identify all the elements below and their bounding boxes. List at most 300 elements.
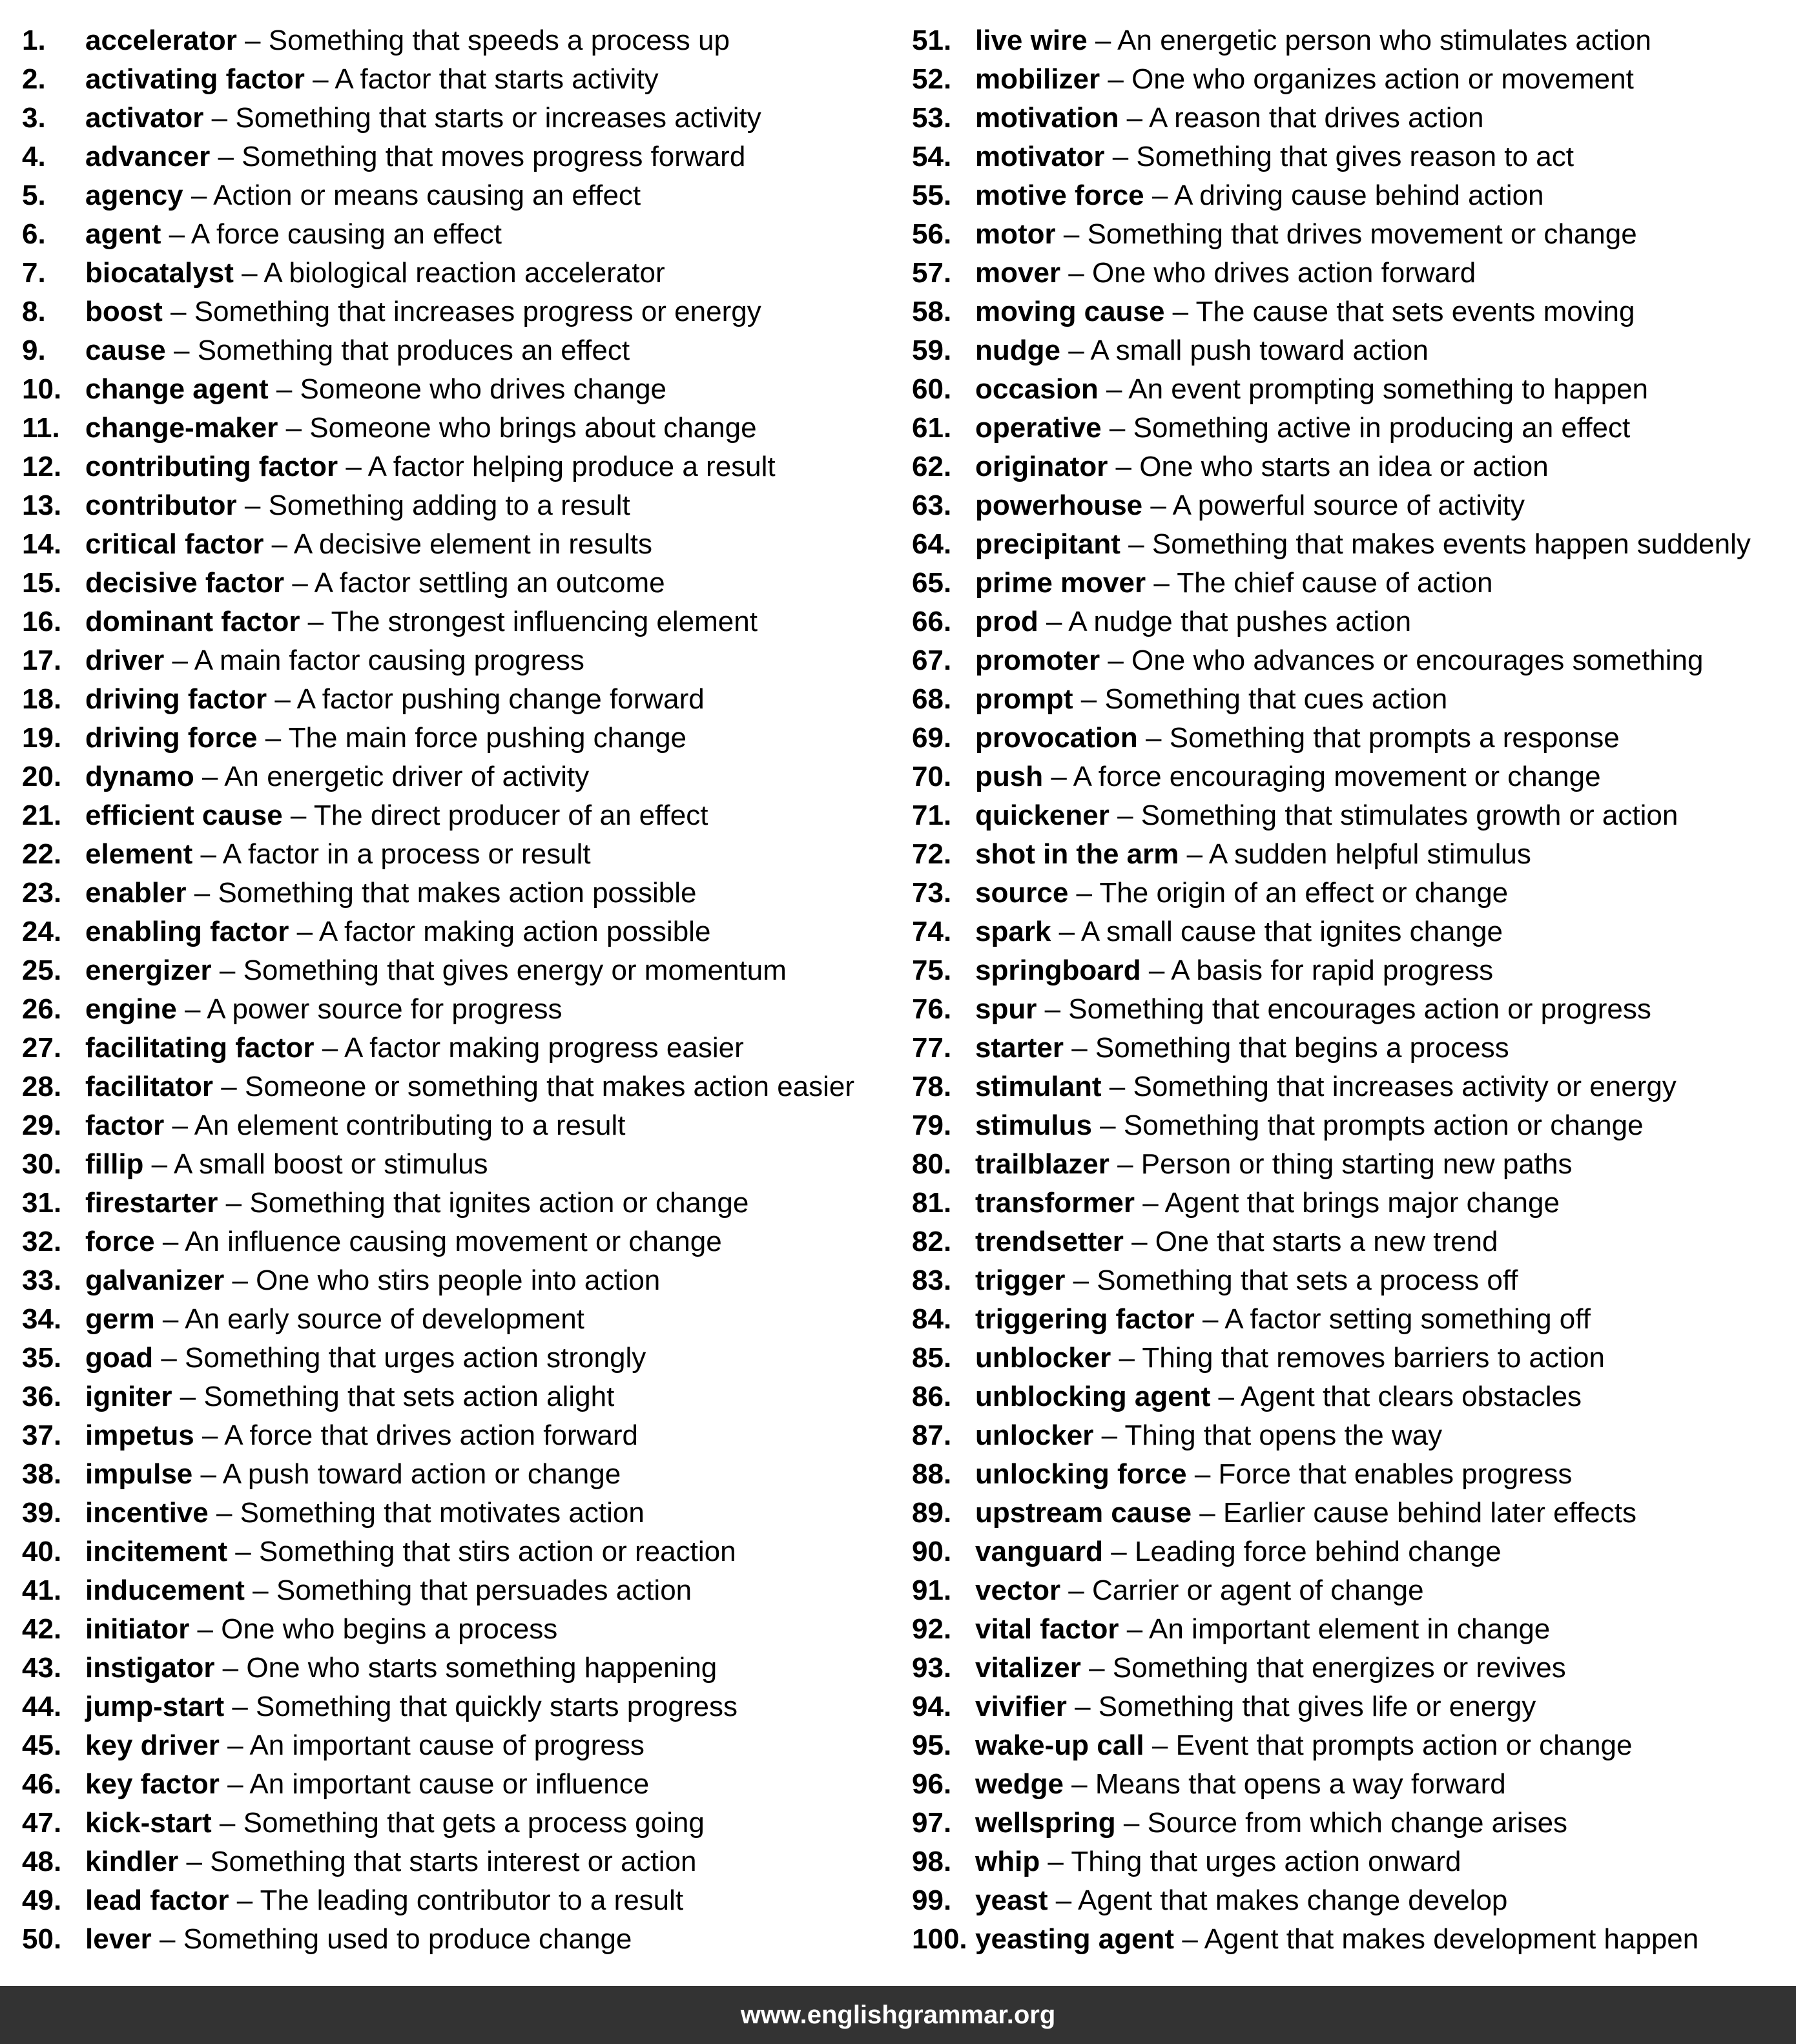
entry-separator: – [278, 412, 310, 444]
entry-number: 90. [912, 1536, 952, 1567]
list-item [912, 293, 1793, 331]
list-item [22, 99, 887, 138]
entry-number: 36. [22, 1381, 62, 1412]
list-item [912, 680, 1793, 719]
entry-number: 31. [22, 1187, 62, 1219]
entry-number: 89. [912, 1497, 952, 1529]
entry-separator: – [194, 1419, 225, 1451]
entry-number: 29. [22, 1110, 62, 1141]
entry-separator: – [1080, 1652, 1113, 1684]
entry-definition: Action or means causing an effect [213, 180, 641, 211]
list-item [912, 1881, 1793, 1920]
entry-separator: – [1048, 1884, 1079, 1916]
entry-number: 48. [22, 1846, 62, 1877]
entry-number: 19. [22, 722, 62, 754]
entry-term: trendsetter [975, 1226, 1124, 1257]
entry-number: 45. [22, 1729, 62, 1761]
entry-term: prod [975, 606, 1038, 637]
entry-definition: A main factor causing progress [194, 645, 584, 676]
list-item [912, 1184, 1793, 1223]
entry-term: motor [975, 218, 1056, 250]
entry-term: springboard [975, 955, 1141, 986]
entry-separator: – [1060, 1574, 1092, 1606]
entry-separator: – [1100, 645, 1132, 676]
entry-separator: – [304, 63, 335, 95]
entry-definition: An influence causing movement or change [185, 1226, 722, 1257]
entry-number: 43. [22, 1652, 62, 1684]
entry-separator: – [224, 1265, 256, 1296]
entry-number: 67. [912, 645, 952, 676]
entry-definition: Something that starts or increases activity [235, 102, 761, 134]
list-item [22, 1920, 887, 1959]
entry-term: impulse [85, 1458, 193, 1490]
entry-definition: A factor making action possible [318, 916, 711, 947]
list-item [22, 641, 887, 680]
entry-term: jump-start [85, 1691, 225, 1722]
entry-definition: A factor that starts activity [335, 63, 659, 95]
entry-separator: – [1043, 761, 1073, 792]
list-item [22, 1455, 887, 1494]
entry-number: 34. [22, 1303, 62, 1335]
entry-term: motive force [975, 180, 1144, 211]
entry-number: 60. [912, 373, 952, 405]
list-item [22, 409, 887, 448]
entry-definition: Something that ignites action or change [249, 1187, 749, 1219]
entry-separator: – [244, 1574, 276, 1606]
entry-definition: Something that stimulates growth or action [1141, 800, 1678, 831]
entry-definition: Force that enables progress [1218, 1458, 1573, 1490]
list-item [912, 1726, 1793, 1765]
entry-definition: Something that speeds a process up [268, 25, 730, 56]
entry-separator: – [214, 1652, 247, 1684]
entry-definition: An energetic driver of activity [224, 761, 590, 792]
entry-number: 12. [22, 451, 62, 482]
entry-number: 81. [912, 1187, 952, 1219]
entry-definition: A driving cause behind action [1174, 180, 1544, 211]
entry-definition: The direct producer of an effect [313, 800, 708, 831]
entry-separator: – [1066, 1691, 1099, 1722]
entry-term: yeast [975, 1884, 1048, 1916]
entry-definition: Something that begins a process [1095, 1032, 1509, 1064]
list-item [22, 293, 887, 331]
list-item [912, 1455, 1793, 1494]
entry-term: critical factor [85, 528, 264, 560]
entry-number: 78. [912, 1071, 952, 1102]
entry-definition: Earlier cause behind later effects [1223, 1497, 1636, 1529]
entry-separator: – [1142, 490, 1173, 521]
entry-definition: One who advances or encourages something [1131, 645, 1704, 676]
entry-definition: Something that makes events happen suddenly [1151, 528, 1751, 560]
entry-term: wellspring [975, 1807, 1116, 1839]
entry-term: vivifier [975, 1691, 1067, 1722]
list-item [912, 409, 1793, 448]
list-item [22, 1416, 887, 1455]
entry-definition: The leading contributor to a result [260, 1884, 684, 1916]
entry-separator: – [1051, 916, 1081, 947]
entry-separator: – [1101, 412, 1133, 444]
entry-separator: – [1141, 955, 1172, 986]
entry-definition: One that starts a new trend [1155, 1226, 1498, 1257]
entry-definition: One who starts something happening [246, 1652, 717, 1684]
entry-separator: – [282, 800, 314, 831]
entry-number: 96. [912, 1768, 952, 1800]
entry-number: 37. [22, 1419, 62, 1451]
entry-definition: A force encouraging movement or change [1073, 761, 1601, 792]
entry-definition: Something that increases progress or energy [194, 296, 761, 327]
entry-number: 40. [22, 1536, 62, 1567]
entry-number: 2. [22, 63, 46, 95]
entry-term: incitement [85, 1536, 228, 1567]
entry-separator: – [213, 1071, 245, 1102]
list-item [22, 1688, 887, 1726]
list-item [912, 564, 1793, 603]
entry-separator: – [1134, 1187, 1165, 1219]
entry-definition: A small cause that ignites change [1080, 916, 1503, 947]
entry-number: 53. [912, 102, 952, 134]
entry-term: element [85, 838, 193, 870]
list-item [912, 1378, 1793, 1416]
entry-separator: – [289, 916, 319, 947]
entry-term: contributing factor [85, 451, 338, 482]
entry-number: 91. [912, 1574, 952, 1606]
entry-number: 59. [912, 335, 952, 366]
entry-separator: – [1103, 1536, 1135, 1567]
entry-number: 85. [912, 1342, 952, 1374]
entry-separator: – [143, 1148, 174, 1180]
entry-number: 15. [22, 567, 62, 599]
entry-definition: A force causing an effect [191, 218, 502, 250]
entry-number: 63. [912, 490, 952, 521]
entry-separator: – [300, 606, 331, 637]
footer-website [0, 1986, 1796, 2044]
entry-separator: – [1063, 1032, 1095, 1064]
entry-separator: – [211, 1807, 243, 1839]
entry-number: 24. [22, 916, 62, 947]
entry-term: kick-start [85, 1807, 212, 1839]
entry-number: 1. [22, 25, 46, 56]
list-item [912, 1494, 1793, 1533]
entry-number: 70. [912, 761, 952, 792]
entry-term: stimulus [975, 1110, 1092, 1141]
entry-definition: Agent that clears obstacles [1240, 1381, 1582, 1412]
entry-number: 51. [912, 25, 952, 56]
list-item [912, 835, 1793, 874]
entry-separator: – [178, 1846, 211, 1877]
list-item [22, 913, 887, 951]
entry-number: 27. [22, 1032, 62, 1064]
list-item [22, 1068, 887, 1106]
entry-separator: – [1174, 1923, 1204, 1955]
entry-number: 100. [912, 1923, 967, 1955]
entry-term: vital factor [975, 1613, 1119, 1645]
entry-number: 23. [22, 877, 62, 909]
entry-definition: A power source for progress [207, 993, 563, 1025]
entry-number: 10. [22, 373, 62, 405]
entry-separator: – [1137, 722, 1170, 754]
list-item [912, 1145, 1793, 1184]
entry-separator: – [194, 761, 225, 792]
entry-term: unblocker [975, 1342, 1111, 1374]
entry-definition: A sudden helpful stimulus [1208, 838, 1531, 870]
entry-term: key driver [85, 1729, 220, 1761]
entry-separator: – [183, 180, 214, 211]
list-item [912, 1068, 1793, 1106]
entry-separator: – [154, 1303, 185, 1335]
entry-definition: Means that opens a way forward [1095, 1768, 1506, 1800]
list-item [22, 1571, 887, 1610]
entry-definition: Someone who brings about change [309, 412, 757, 444]
list-item [912, 913, 1793, 951]
entry-definition: Something that sets action alight [203, 1381, 615, 1412]
entry-term: initiator [85, 1613, 190, 1645]
entry-separator: – [314, 1032, 344, 1064]
entry-separator: – [1073, 683, 1105, 715]
entry-separator: – [192, 838, 223, 870]
entry-term: vitalizer [975, 1652, 1081, 1684]
list-item [912, 1571, 1793, 1610]
entry-separator: – [210, 141, 242, 172]
entry-number: 28. [22, 1071, 62, 1102]
list-item [912, 641, 1793, 680]
entry-number: 79. [912, 1110, 952, 1141]
entry-number: 25. [22, 955, 62, 986]
list-item [22, 835, 887, 874]
list-item [22, 1881, 887, 1920]
list-item [22, 1223, 887, 1261]
entry-term: transformer [975, 1187, 1135, 1219]
entry-number: 44. [22, 1691, 62, 1722]
entry-term: unlocker [975, 1419, 1094, 1451]
entry-number: 32. [22, 1226, 62, 1257]
entry-definition: One who starts an idea or action [1139, 451, 1549, 482]
entry-definition: Agent that makes development happen [1204, 1923, 1699, 1955]
entry-term: source [975, 877, 1069, 909]
entry-separator: – [1098, 373, 1129, 405]
list-item [22, 525, 887, 564]
entry-separator: – [1120, 528, 1152, 560]
entry-number: 49. [22, 1884, 62, 1916]
entry-number: 55. [912, 180, 952, 211]
entry-term: provocation [975, 722, 1138, 754]
entry-separator: – [236, 25, 269, 56]
entry-definition: Something that encourages action or progress [1068, 993, 1651, 1025]
entry-term: facilitator [85, 1071, 214, 1102]
entry-term: precipitant [975, 528, 1120, 560]
entry-number: 76. [912, 993, 952, 1025]
entry-definition: Something that cues action [1104, 683, 1448, 715]
entry-definition: Something that produces an effect [197, 335, 630, 366]
entry-definition: Something used to produce change [183, 1923, 632, 1955]
entry-definition: Carrier or agent of change [1092, 1574, 1424, 1606]
entry-definition: Agent that makes change develop [1078, 1884, 1508, 1916]
entry-separator: – [154, 1226, 185, 1257]
list-item [912, 21, 1793, 60]
list-item [22, 215, 887, 254]
entry-term: activator [85, 102, 204, 134]
entry-definition: An important cause or influence [249, 1768, 650, 1800]
list-item [22, 1184, 887, 1223]
entry-term: galvanizer [85, 1265, 225, 1296]
entry-separator: – [1087, 25, 1118, 56]
entry-definition: Something that energizes or revives [1112, 1652, 1566, 1684]
entry-separator: – [189, 1613, 222, 1645]
list-item [912, 1416, 1793, 1455]
entry-number: 22. [22, 838, 62, 870]
entry-definition: Something that gets a process going [243, 1807, 705, 1839]
entry-separator: – [338, 451, 368, 482]
entry-term: biocatalyst [85, 257, 234, 289]
entry-term: quickener [975, 800, 1110, 831]
entry-definition: Leading force behind change [1134, 1536, 1502, 1567]
entry-number: 75. [912, 955, 952, 986]
entry-term: originator [975, 451, 1108, 482]
entry-separator: – [172, 1381, 204, 1412]
entry-number: 92. [912, 1613, 952, 1645]
list-item [22, 1804, 887, 1843]
entry-definition: A decisive element in results [293, 528, 652, 560]
list-item [912, 874, 1793, 913]
entry-number: 35. [22, 1342, 62, 1374]
entry-separator: – [165, 335, 198, 366]
list-item [912, 1300, 1793, 1339]
entry-number: 97. [912, 1807, 952, 1839]
list-item [912, 1106, 1793, 1145]
entry-number: 47. [22, 1807, 62, 1839]
entry-definition: The strongest influencing element [331, 606, 758, 637]
entry-number: 46. [22, 1768, 62, 1800]
list-item [22, 1610, 887, 1649]
entry-term: push [975, 761, 1044, 792]
entry-definition: Something that prompts a response [1169, 722, 1620, 754]
entry-separator: – [164, 1110, 194, 1141]
list-item [22, 176, 887, 215]
entry-separator: – [162, 296, 194, 327]
entry-definition: A small boost or stimulus [173, 1148, 488, 1180]
entry-number: 17. [22, 645, 62, 676]
list-item [912, 951, 1793, 990]
list-item [22, 21, 887, 60]
entry-definition: Thing that opens the way [1124, 1419, 1443, 1451]
entry-definition: A nudge that pushes action [1068, 606, 1412, 637]
list-item [22, 1106, 887, 1145]
entry-term: trigger [975, 1265, 1066, 1296]
entry-number: 87. [912, 1419, 952, 1451]
list-item [22, 796, 887, 835]
entry-separator: – [267, 683, 297, 715]
entry-term: lever [85, 1923, 152, 1955]
entry-term: trailblazer [975, 1148, 1110, 1180]
entry-number: 88. [912, 1458, 952, 1490]
entry-definition: A push toward action or change [222, 1458, 621, 1490]
entry-separator: – [1091, 1110, 1124, 1141]
entry-definition: An important element in change [1149, 1613, 1551, 1645]
entry-number: 26. [22, 993, 62, 1025]
entry-separator: – [1144, 180, 1175, 211]
entry-separator: – [219, 1729, 250, 1761]
entry-definition: A biological reaction accelerator [263, 257, 665, 289]
entry-definition: A force that drives action forward [224, 1419, 638, 1451]
entry-term: vector [975, 1574, 1061, 1606]
list-item [912, 1533, 1793, 1571]
entry-term: agent [85, 218, 161, 250]
entry-separator: – [153, 1342, 185, 1374]
list-item [912, 758, 1793, 796]
entry-definition: An early source of development [185, 1303, 584, 1335]
entry-term: shot in the arm [975, 838, 1179, 870]
list-item [22, 1649, 887, 1688]
entry-number: 5. [22, 180, 46, 211]
entry-term: instigator [85, 1652, 215, 1684]
entry-number: 20. [22, 761, 62, 792]
entry-separator: – [257, 722, 289, 754]
entry-separator: – [284, 567, 315, 599]
entry-number: 98. [912, 1846, 952, 1877]
entry-term: enabling factor [85, 916, 289, 947]
entry-term: advancer [85, 141, 211, 172]
entry-definition: Something that urges action strongly [185, 1342, 646, 1374]
entry-separator: – [1038, 606, 1069, 637]
entry-definition: The origin of an effect or change [1099, 877, 1509, 909]
entry-separator: – [1040, 1846, 1071, 1877]
entry-separator: – [161, 218, 191, 250]
entry-term: yeasting agent [975, 1923, 1175, 1955]
entry-term: live wire [975, 25, 1088, 56]
entry-number: 95. [912, 1729, 952, 1761]
entry-term: facilitating factor [85, 1032, 315, 1064]
entry-separator: – [1194, 1303, 1225, 1335]
list-item [912, 525, 1793, 564]
entry-number: 9. [22, 335, 46, 366]
entry-separator: – [1164, 296, 1196, 327]
entry-separator: – [186, 877, 218, 909]
list-item [22, 603, 887, 641]
list-item [22, 1300, 887, 1339]
entry-separator: – [1109, 800, 1141, 831]
entry-separator: – [1144, 1729, 1176, 1761]
list-item [22, 1145, 887, 1184]
entry-term: motivation [975, 102, 1119, 134]
entry-definition: One who drives action forward [1092, 257, 1476, 289]
entry-definition: The chief cause of action [1177, 567, 1493, 599]
entry-number: 83. [912, 1265, 952, 1296]
entry-term: mover [975, 257, 1061, 289]
entry-definition: One who stirs people into action [256, 1265, 661, 1296]
entry-term: lead factor [85, 1884, 229, 1916]
entry-separator: – [1068, 877, 1100, 909]
entry-definition: Something that stirs action or reaction [258, 1536, 736, 1567]
entry-term: stimulant [975, 1071, 1102, 1102]
entry-separator: – [236, 490, 269, 521]
entry-number: 38. [22, 1458, 62, 1490]
entry-definition: Something adding to a result [268, 490, 630, 521]
entry-term: enabler [85, 877, 187, 909]
entry-term: germ [85, 1303, 155, 1335]
list-item [22, 990, 887, 1029]
entry-separator: – [1146, 567, 1177, 599]
list-item [912, 254, 1793, 293]
entry-separator: – [1060, 335, 1091, 366]
entry-number: 66. [912, 606, 952, 637]
entry-definition: Something that prompts action or change [1123, 1110, 1644, 1141]
list-item [912, 176, 1793, 215]
entry-separator: – [227, 1536, 259, 1567]
entry-number: 30. [22, 1148, 62, 1180]
list-item [22, 1378, 887, 1416]
entry-definition: A factor setting something off [1224, 1303, 1591, 1335]
entry-separator: – [263, 528, 294, 560]
entry-term: nudge [975, 335, 1060, 366]
entry-separator: – [1111, 1342, 1142, 1374]
